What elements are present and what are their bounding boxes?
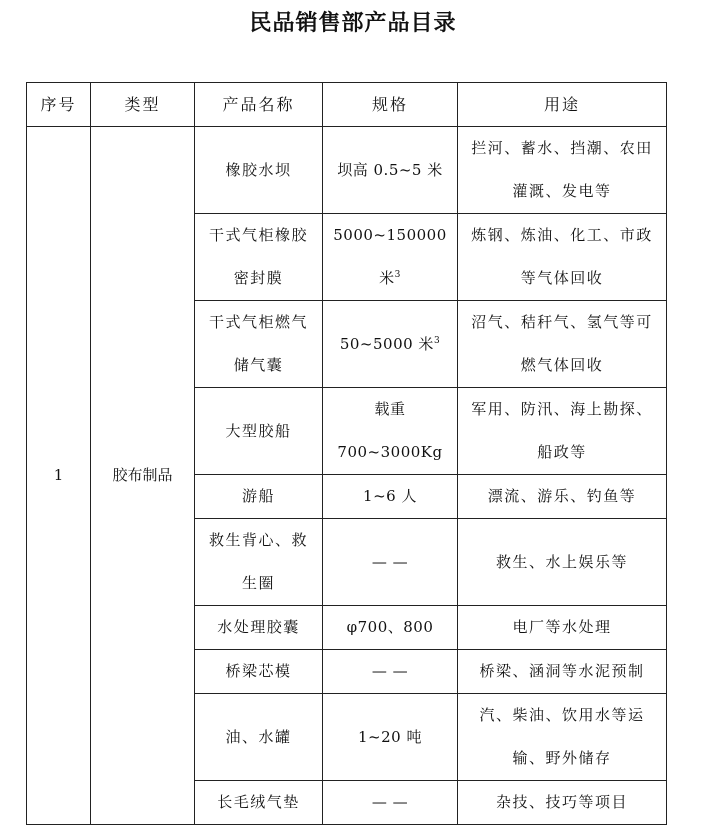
page-title: 民品销售部产品目录 [249,11,457,36]
product-spec [323,214,458,301]
product-catalog-table [26,82,667,825]
product-use: 军用、防汛、海上勘探、船政等 [458,388,667,475]
product-name: 大型胶船 [195,388,323,475]
product-name: 橡胶水坝 [195,127,323,214]
product-type: 胶布制品 [91,127,195,825]
product-name: 游船 [195,475,323,519]
product-use: 拦河、蓄水、挡潮、农田灌溉、发电等 [458,127,667,214]
product-use: 电厂等水处理 [458,606,667,650]
table-header-row [27,83,667,127]
product-spec [323,127,458,214]
product-name: 干式气柜燃气储气囊 [195,301,323,388]
header-name: 产品名称 [195,83,323,127]
header-spec: 规格 [323,83,458,127]
product-name: 油、水罐 [195,694,323,781]
header-type: 类型 [91,83,195,127]
product-name: 长毛绒气垫 [195,781,323,825]
product-spec-text: — — [371,662,409,680]
product-spec [323,781,458,825]
product-use: 救生、水上娱乐等 [458,519,667,606]
product-spec-text: 载重 700~3000Kg [337,400,443,461]
product-name: 水处理胶囊 [195,606,323,650]
product-spec-text: 5000~150000 米 [333,226,447,287]
product-spec-unit-exponent: 3 [433,335,441,346]
product-spec [323,694,458,781]
product-spec [323,388,458,475]
product-use: 桥梁、涵洞等水泥预制 [458,650,667,694]
product-spec-text: φ700、800 [346,618,434,636]
product-spec [323,519,458,606]
product-spec-text: 1~6 人 [363,487,417,505]
product-spec [323,301,458,388]
header-use: 用途 [458,83,667,127]
product-spec-text: — — [371,552,409,571]
product-spec-text: — — [371,793,409,811]
product-spec-text: 1~20 吨 [358,727,422,746]
product-spec-text: 坝高 0.5~5 米 [337,160,443,179]
product-spec [323,606,458,650]
product-use: 汽、柴油、饮用水等运输、野外储存 [458,694,667,781]
product-spec-unit-exponent: 3 [394,270,401,280]
product-use: 沼气、秸秆气、氢气等可燃气体回收 [458,301,667,388]
row-index: 1 [27,127,91,825]
product-use: 炼钢、炼油、化工、市政等气体回收 [458,214,667,301]
table-row [27,127,667,214]
product-use: 杂技、技巧等项目 [458,781,667,825]
product-name: 救生背心、救生圈 [195,519,323,606]
product-use: 漂流、游乐、钓鱼等 [458,475,667,519]
product-name: 干式气柜橡胶密封膜 [195,214,323,301]
product-name: 桥梁芯模 [195,650,323,694]
product-spec-text: 50~5000 米 [339,334,434,353]
header-index: 序号 [27,83,91,127]
product-spec [323,475,458,519]
product-spec [323,650,458,694]
